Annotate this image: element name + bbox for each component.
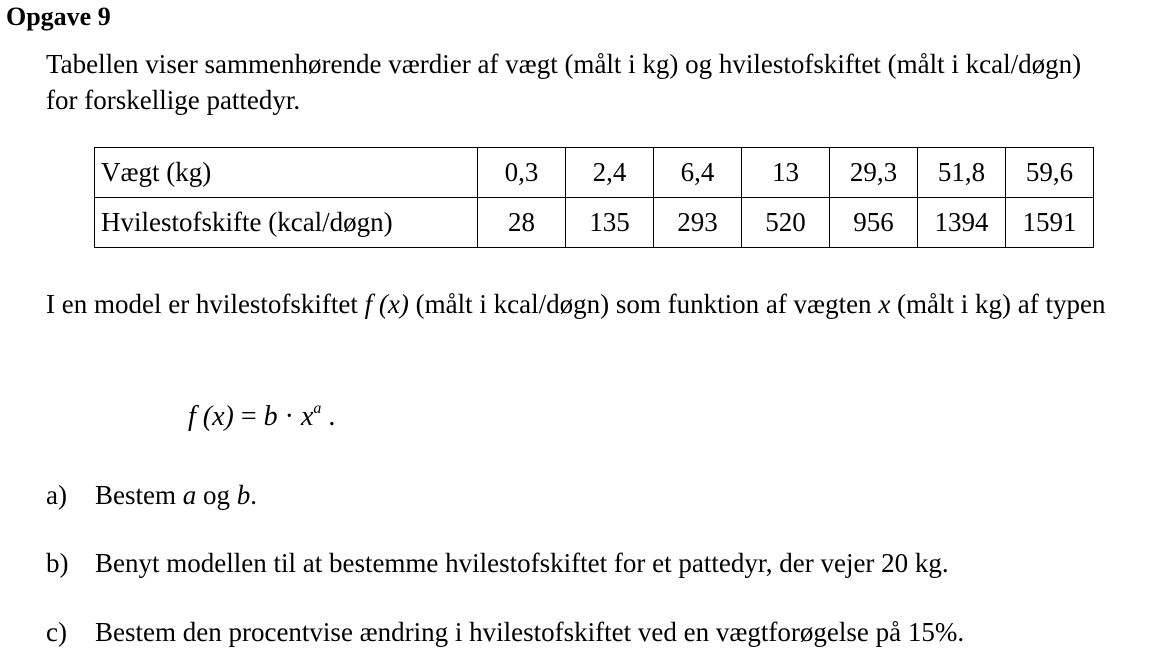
question-text: og: [196, 480, 237, 510]
question-a: [46, 480, 257, 511]
model-formula: [188, 400, 335, 433]
formula-dot: ·: [277, 401, 301, 432]
table-row-metabolism: [95, 198, 1094, 248]
formula-b: b: [263, 401, 278, 432]
model-function-symbol: f (x): [364, 289, 409, 319]
formula-exponent: a: [313, 400, 322, 417]
question-text: Benyt modellen til at bestemme hvilestofskiftet for et pattedyr, der vejer 20 kg.: [95, 548, 949, 578]
formula-lhs: f (x): [188, 401, 234, 432]
table-row-weight: [95, 148, 1094, 198]
table-cell: 0,3: [478, 148, 566, 198]
table-cell: 135: [566, 198, 654, 248]
exercise-title: Opgave 9: [6, 2, 111, 31]
intro-paragraph: Tabellen viser sammenhørende værdier af vægt (målt i kg) og hvilestofskiftet (målt i kcal/døgn) for forskellige pattedyr.: [46, 49, 1082, 115]
formula-x: x: [300, 401, 314, 432]
table-cell: 2,4: [566, 148, 654, 198]
row-header-weight: Vægt (kg): [95, 148, 478, 198]
question-text: .: [250, 480, 257, 510]
question-letter: c): [46, 617, 67, 647]
question-text: Bestem: [95, 480, 183, 510]
question-letter: a): [46, 480, 67, 510]
table-cell: 13: [742, 148, 830, 198]
model-text: I en model er hvilestofskiftet: [46, 289, 365, 319]
model-paragraph: [46, 284, 1146, 324]
formula-end: .: [321, 401, 336, 432]
table-cell: 1394: [918, 198, 1006, 248]
table-cell: 520: [742, 198, 830, 248]
question-letter: b): [46, 548, 69, 578]
model-variable: x: [878, 289, 891, 319]
table-cell: 29,3: [830, 148, 918, 198]
formula-equals: =: [233, 401, 264, 432]
question-c: [46, 617, 964, 648]
table-cell: 293: [654, 198, 742, 248]
row-header-metabolism: Hvilestofskifte (kcal/døgn): [95, 198, 478, 248]
table-cell: 28: [478, 198, 566, 248]
table-cell: 51,8: [918, 148, 1006, 198]
question-variable: a: [182, 480, 197, 510]
model-text: (målt i kcal/døgn) som funktion af vægten: [408, 289, 879, 319]
table-cell: 1591: [1006, 198, 1094, 248]
model-text: (målt i kg) af typen: [890, 289, 1106, 319]
question-b: [46, 548, 949, 579]
table-cell: 6,4: [654, 148, 742, 198]
data-table: [94, 147, 1094, 248]
question-text: Bestem den procentvise ændring i hvilestofskiftet ved en vægtforøgelse på 15%.: [95, 617, 965, 647]
question-variable: b: [236, 480, 251, 510]
table-cell: 59,6: [1006, 148, 1094, 198]
table-cell: 956: [830, 198, 918, 248]
